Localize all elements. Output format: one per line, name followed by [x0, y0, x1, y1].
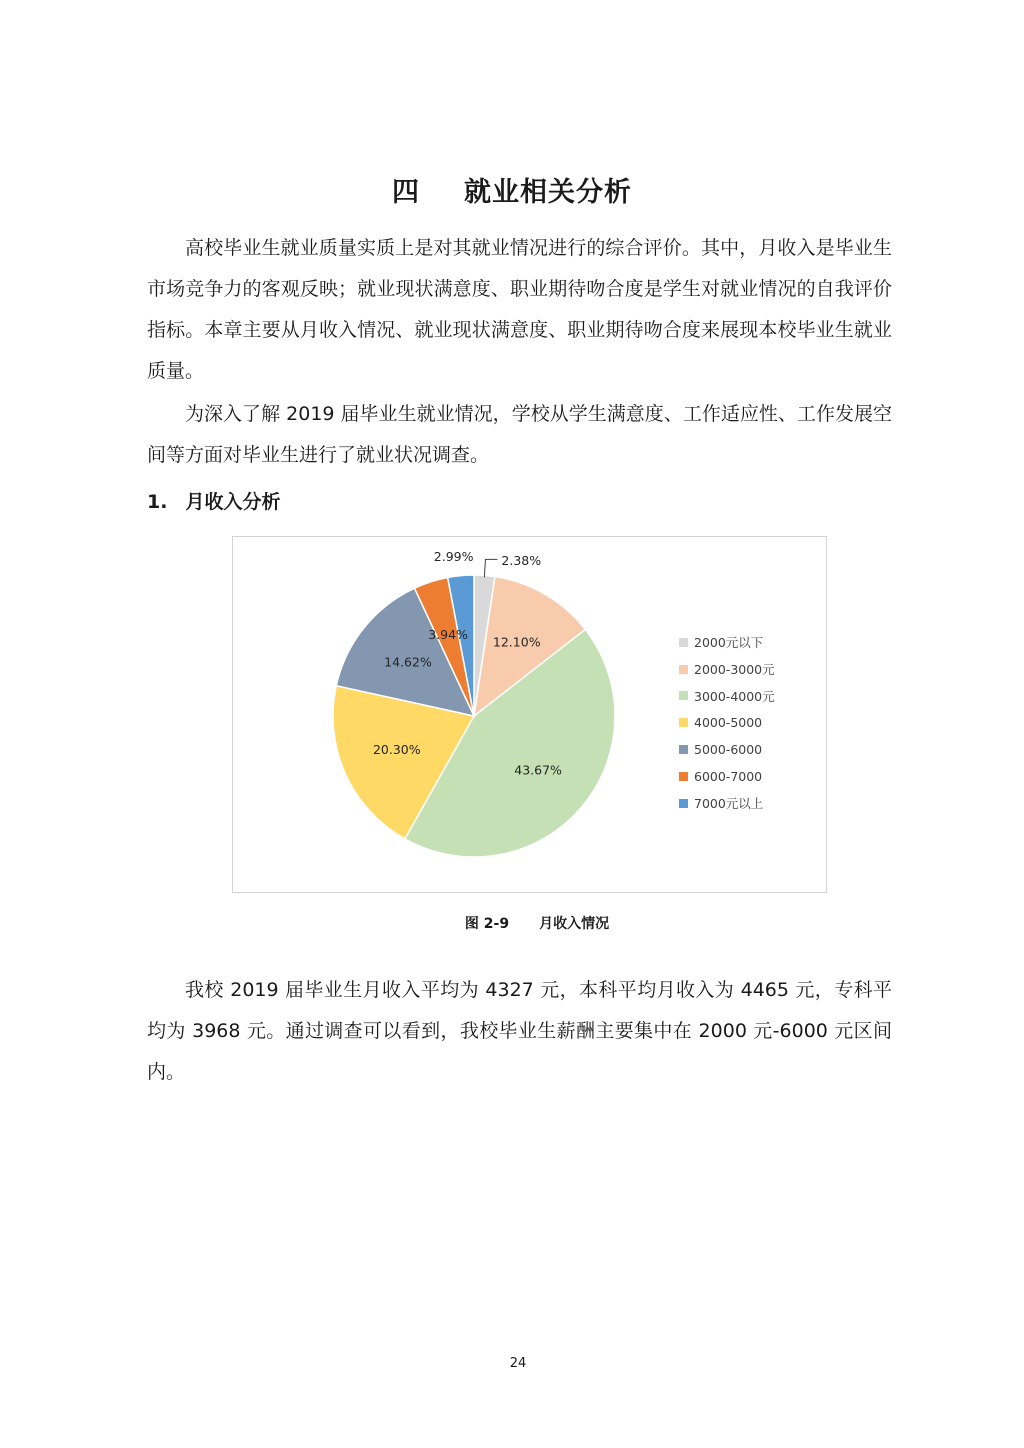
legend-swatch	[679, 772, 688, 781]
legend-swatch	[679, 665, 688, 674]
page-number: 24	[509, 1356, 527, 1371]
income-pie-chart	[232, 536, 827, 893]
legend-swatch	[679, 718, 688, 727]
legend-item	[679, 709, 775, 736]
legend-swatch	[679, 638, 688, 647]
figure-caption	[0, 913, 1024, 933]
slice-label: 2.99%	[433, 549, 474, 565]
legend-label: 5000-6000	[694, 742, 763, 758]
legend-item	[679, 736, 775, 763]
legend-label: 6000-7000	[694, 768, 763, 784]
chart-legend	[679, 629, 775, 817]
slice-label: 20.30%	[372, 742, 421, 758]
legend-item	[679, 656, 775, 683]
slice-label: 43.67%	[514, 762, 562, 778]
legend-swatch	[679, 691, 688, 700]
legend-label: 7000元以上	[694, 796, 764, 812]
legend-item	[679, 763, 775, 790]
legend-swatch	[679, 799, 688, 808]
slice-label: 12.10%	[492, 634, 541, 650]
leader-line	[484, 559, 497, 577]
legend-label: 3000-4000元	[694, 688, 775, 704]
chapter-title-text: 就业相关分析	[464, 177, 632, 208]
chapter-title	[0, 170, 1024, 209]
section-title: 月收入分析	[185, 491, 281, 513]
legend-label: 2000-3000元	[694, 662, 775, 678]
chapter-number: 四	[392, 177, 420, 208]
legend-label: 4000-5000	[694, 715, 763, 731]
legend-item	[679, 790, 775, 817]
intro-paragraph: 高校毕业生就业质量实质上是对其就业情况进行的综合评价。其中，月收入是毕业生市场竞争力的客观反映；就业现状满意度、职业期待吻合度是学生对就业情况的自我评价指标。本章主要从月收入情况、就业现状满意度、职业期待吻合度来展现本校毕业生就业质量。	[147, 237, 892, 382]
section-number: 1.	[147, 491, 168, 513]
slice-label: 14.62%	[384, 654, 432, 670]
legend-swatch	[679, 745, 688, 754]
legend-label: 2000元以下	[694, 635, 764, 651]
legend-item	[679, 629, 775, 656]
slice-label: 3.94%	[428, 626, 468, 642]
section-heading	[147, 487, 280, 514]
survey-paragraph: 为深入了解 2019 届毕业生就业情况，学校从学生满意度、工作适应性、工作发展空间等方面对毕业生进行了就业状况调查。	[147, 403, 892, 466]
income-summary-paragraph: 我校 2019 届毕业生月收入平均为 4327 元，本科平均月收入为 4465 元，专科平均为 3968 元。通过调查可以看到，我校毕业生薪酬主要集中在 2000 元-6000 元区间内。	[147, 979, 892, 1083]
figure-number: 图 2-9	[464, 916, 510, 932]
legend-item	[679, 683, 775, 710]
slice-label: 2.38%	[501, 552, 542, 568]
figure-title: 月收入情况	[539, 916, 610, 932]
